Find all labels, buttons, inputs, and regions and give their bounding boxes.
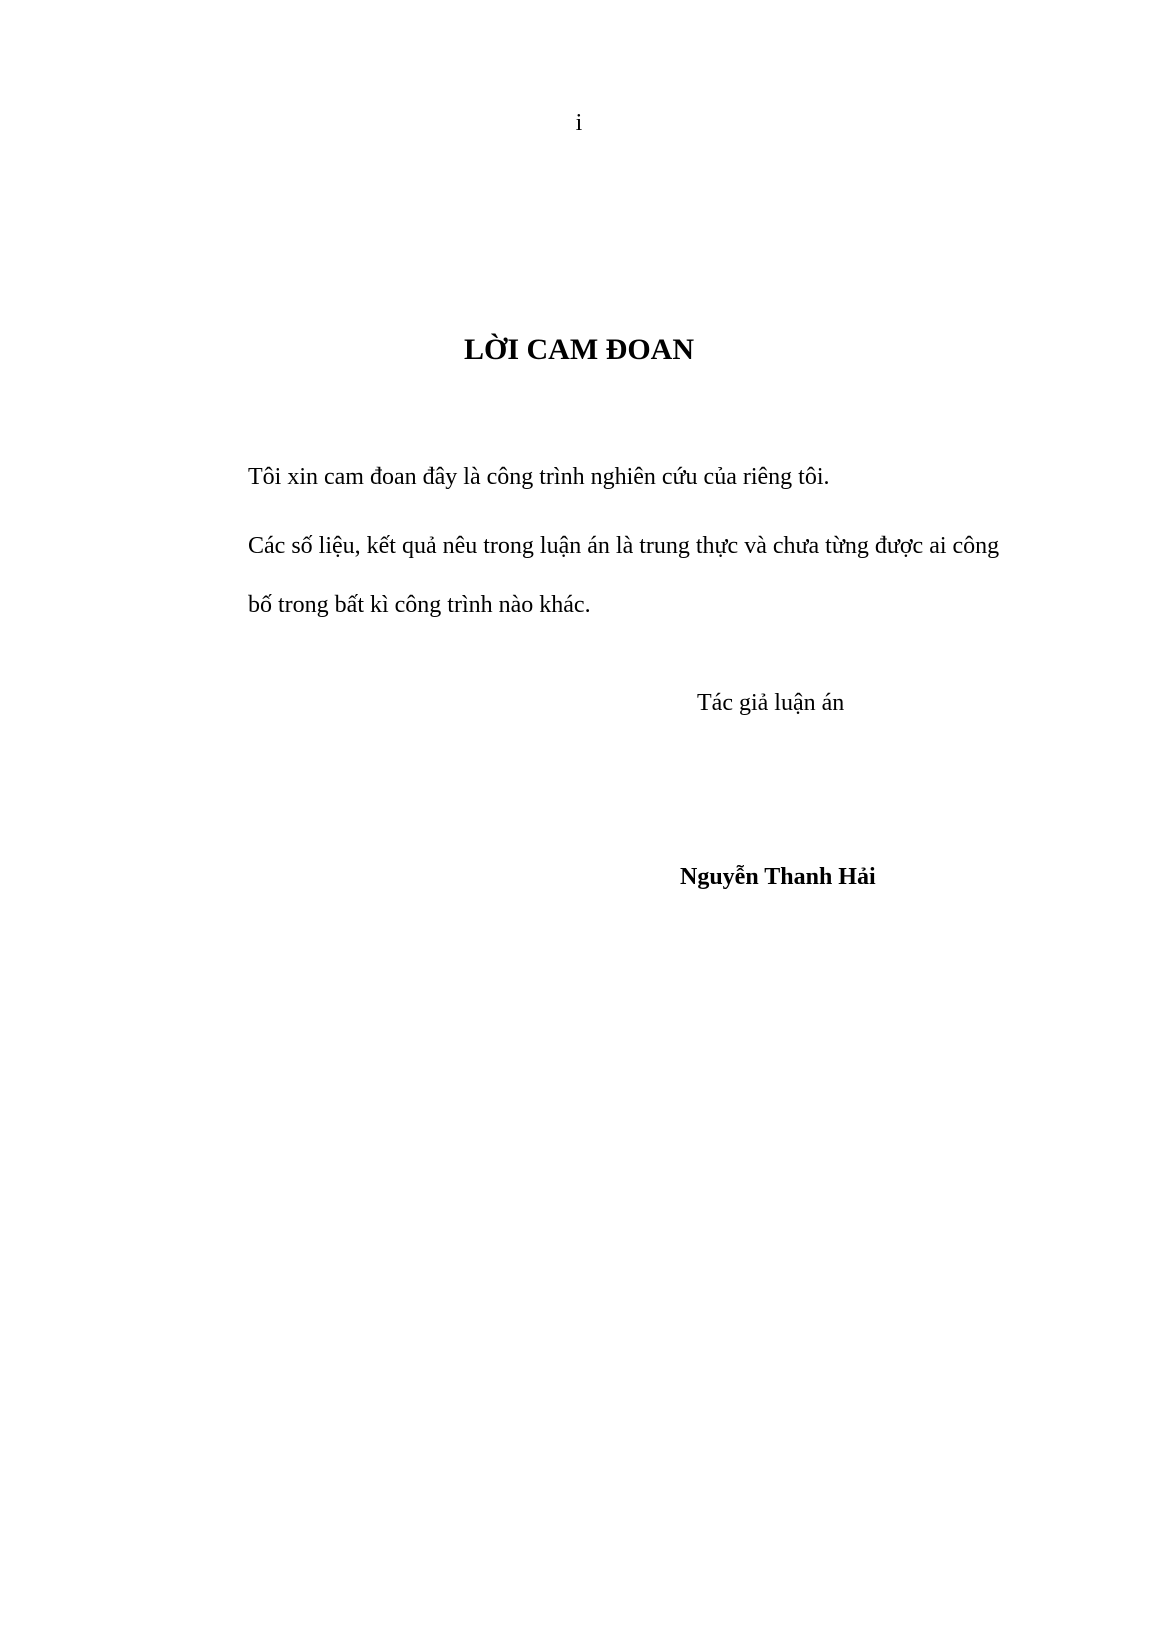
author-role-label: Tác giả luận án [697,690,845,716]
page-title: LỜI CAM ĐOAN [464,333,694,366]
declaration-paragraph-2-line-2: bố trong bất kì công trình nào khác. [248,592,591,618]
page-number: i [575,110,583,136]
declaration-paragraph-2-line-1: Các số liệu, kết quả nêu trong luận án là trung thực và chưa từng được ai công [248,533,1000,559]
author-name: Nguyễn Thanh Hải [680,864,876,890]
declaration-paragraph-1: Tôi xin cam đoan đây là công trình nghiên cứu của riêng tôi. [248,464,830,490]
